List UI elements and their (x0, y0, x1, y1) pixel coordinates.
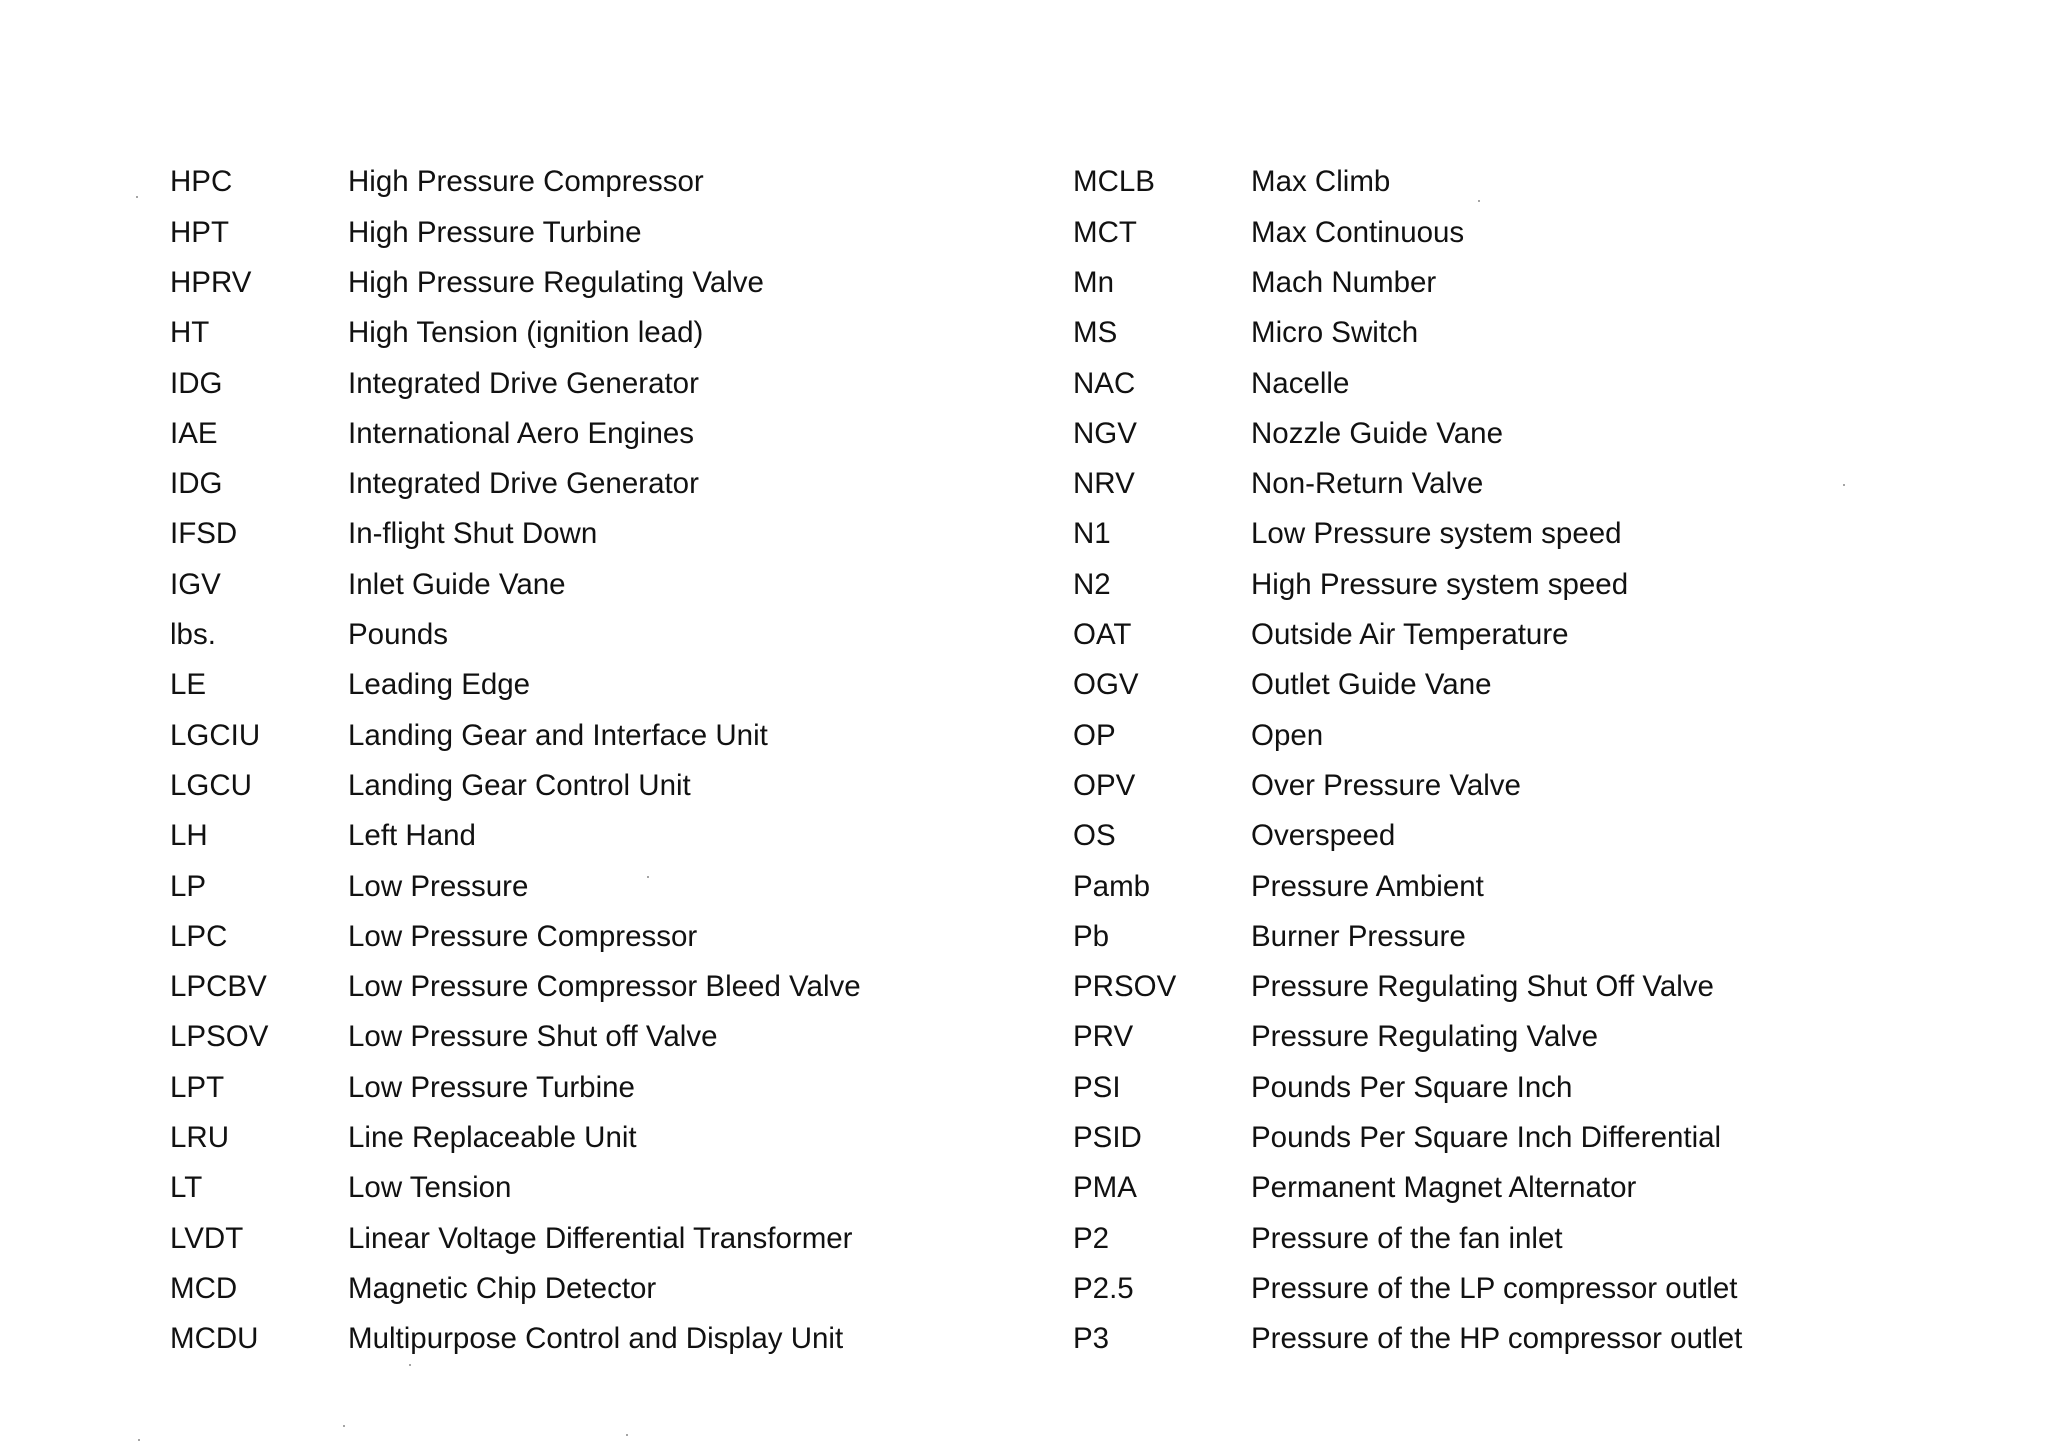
abbreviation-definition: Left Hand (348, 819, 476, 853)
abbreviation-term: PSI (1073, 1070, 1121, 1104)
abbreviation-definition: High Pressure Turbine (348, 215, 642, 249)
abbreviation-term: OGV (1073, 668, 1139, 702)
abbreviation-term: P3 (1073, 1322, 1110, 1356)
abbreviation-definition: Pressure of the LP compressor outlet (1251, 1271, 1738, 1305)
abbreviation-row (1073, 962, 1742, 1012)
abbreviation-term: LPC (170, 919, 228, 953)
abbreviation-term: IDG (170, 366, 223, 400)
abbreviation-row (1073, 157, 1742, 207)
abbreviation-row (170, 1213, 861, 1263)
abbreviation-definition: Pounds Per Square Inch Differential (1251, 1121, 1722, 1155)
abbreviation-row (1073, 811, 1742, 861)
abbreviation-definition: Low Pressure Compressor (348, 919, 698, 953)
abbreviation-row (170, 962, 861, 1012)
abbreviation-row (1073, 1163, 1742, 1213)
abbreviation-definition: Over Pressure Valve (1251, 768, 1521, 802)
abbreviation-row (1073, 660, 1742, 710)
abbreviation-row (170, 1163, 861, 1213)
scan-speck (1478, 200, 1480, 202)
scan-speck (136, 196, 138, 198)
abbreviation-row (1073, 1314, 1742, 1364)
abbreviation-row (1073, 911, 1742, 961)
abbreviation-term: LE (170, 668, 207, 702)
abbreviation-row (1073, 207, 1742, 257)
abbreviation-definition: Permanent Magnet Alternator (1251, 1171, 1637, 1205)
abbreviation-definition: Micro Switch (1251, 316, 1419, 350)
abbreviation-term: NGV (1073, 416, 1137, 450)
abbreviation-definition: Landing Gear Control Unit (348, 768, 691, 802)
abbreviation-term: LGCIU (170, 718, 261, 752)
abbreviation-row (1073, 1113, 1742, 1163)
abbreviation-definition: Low Pressure Turbine (348, 1070, 635, 1104)
abbreviation-term: HPT (170, 215, 229, 249)
abbreviation-definition: High Tension (ignition lead) (348, 316, 704, 350)
abbreviation-term: IDG (170, 467, 223, 501)
abbreviation-definition: Pressure Regulating Valve (1251, 1020, 1599, 1054)
abbreviation-term: P2.5 (1073, 1271, 1134, 1305)
abbreviation-definition: Landing Gear and Interface Unit (348, 718, 768, 752)
abbreviation-term: P2 (1073, 1221, 1110, 1255)
abbreviation-row (170, 660, 861, 710)
abbreviation-row (170, 459, 861, 509)
abbreviation-definition: Low Tension (348, 1171, 512, 1205)
abbreviation-term: MCT (1073, 215, 1137, 249)
abbreviation-term: HPC (170, 165, 233, 199)
abbreviation-definition: International Aero Engines (348, 416, 695, 450)
abbreviation-row (1073, 408, 1742, 458)
abbreviation-row (170, 1113, 861, 1163)
abbreviation-row (170, 1012, 861, 1062)
abbreviation-term: OAT (1073, 618, 1132, 652)
abbreviation-term: Pb (1073, 919, 1110, 953)
abbreviation-term: MCDU (170, 1322, 259, 1356)
abbreviation-term: LP (170, 869, 207, 903)
abbreviation-row (1073, 710, 1742, 760)
abbreviation-row (1073, 258, 1742, 308)
abbreviation-definition: Nacelle (1251, 366, 1350, 400)
abbreviation-term: MS (1073, 316, 1118, 350)
abbreviation-definition: Leading Edge (348, 668, 531, 702)
abbreviation-term: OPV (1073, 768, 1136, 802)
abbreviation-definition: Non-Return Valve (1251, 467, 1484, 501)
scan-speck (343, 1425, 345, 1427)
abbreviation-term: NRV (1073, 467, 1135, 501)
abbreviation-row (170, 811, 861, 861)
abbreviation-term: N1 (1073, 517, 1111, 551)
abbreviation-row (170, 408, 861, 458)
abbreviation-definition: Pressure of the fan inlet (1251, 1221, 1563, 1255)
abbreviation-row (170, 157, 861, 207)
abbreviation-term: IGV (170, 567, 221, 601)
abbreviation-row (1073, 861, 1742, 911)
abbreviation-row (170, 258, 861, 308)
abbreviation-row (170, 1314, 861, 1364)
abbreviation-row (1073, 761, 1742, 811)
abbreviation-row (170, 861, 861, 911)
abbreviation-definition: Pounds (348, 618, 449, 652)
abbreviation-term: OS (1073, 819, 1116, 853)
abbreviation-list-right (1073, 157, 1742, 1364)
abbreviation-definition: High Pressure Regulating Valve (348, 265, 764, 299)
abbreviation-row (1073, 358, 1742, 408)
abbreviation-definition: Inlet Guide Vane (348, 567, 566, 601)
abbreviation-term: LRU (170, 1121, 230, 1155)
abbreviation-row (1073, 1012, 1742, 1062)
abbreviation-term: PRSOV (1073, 970, 1177, 1004)
abbreviation-definition: Integrated Drive Generator (348, 366, 699, 400)
abbreviation-term: PSID (1073, 1121, 1142, 1155)
abbreviation-term: PRV (1073, 1020, 1134, 1054)
abbreviation-row (170, 911, 861, 961)
abbreviation-term: Pamb (1073, 869, 1151, 903)
abbreviation-term: LH (170, 819, 208, 853)
abbreviation-term: LPT (170, 1070, 225, 1104)
abbreviation-term: NAC (1073, 366, 1136, 400)
abbreviation-term: HPRV (170, 265, 252, 299)
abbreviation-row (170, 308, 861, 358)
abbreviation-term: MCD (170, 1271, 238, 1305)
scan-speck (138, 1439, 140, 1441)
abbreviation-term: LGCU (170, 768, 252, 802)
abbreviation-definition: Burner Pressure (1251, 919, 1466, 953)
abbreviation-term: MCLB (1073, 165, 1155, 199)
abbreviation-definition: Pressure Regulating Shut Off Valve (1251, 970, 1714, 1004)
abbreviation-term: lbs. (170, 618, 216, 652)
abbreviation-row (170, 1062, 861, 1112)
abbreviation-definition: Overspeed (1251, 819, 1396, 853)
abbreviation-term: N2 (1073, 567, 1111, 601)
abbreviation-row (1073, 1062, 1742, 1112)
abbreviation-row (1073, 509, 1742, 559)
abbreviation-term: LPSOV (170, 1020, 269, 1054)
abbreviation-definition: High Pressure Compressor (348, 165, 704, 199)
abbreviation-term: LPCBV (170, 970, 267, 1004)
abbreviation-term: OP (1073, 718, 1116, 752)
abbreviation-row (170, 761, 861, 811)
abbreviation-definition: Multipurpose Control and Display Unit (348, 1322, 844, 1356)
abbreviation-row (170, 358, 861, 408)
abbreviation-row (170, 207, 861, 257)
abbreviation-definition: Low Pressure (348, 869, 529, 903)
abbreviation-definition: Linear Voltage Differential Transformer (348, 1221, 853, 1255)
abbreviation-definition: Line Replaceable Unit (348, 1121, 637, 1155)
abbreviation-row (170, 509, 861, 559)
scan-speck (626, 1434, 628, 1436)
abbreviation-row (1073, 1213, 1742, 1263)
abbreviation-row (170, 610, 861, 660)
abbreviation-definition: Max Continuous (1251, 215, 1465, 249)
abbreviation-definition: Low Pressure Compressor Bleed Valve (348, 970, 861, 1004)
abbreviation-definition: Pressure of the HP compressor outlet (1251, 1322, 1743, 1356)
abbreviation-definition: Integrated Drive Generator (348, 467, 699, 501)
abbreviation-definition: Magnetic Chip Detector (348, 1271, 657, 1305)
abbreviation-term: LVDT (170, 1221, 244, 1255)
abbreviation-row (170, 559, 861, 609)
abbreviation-row (1073, 559, 1742, 609)
scan-speck (1843, 484, 1845, 486)
abbreviation-row (170, 710, 861, 760)
abbreviation-definition: Pounds Per Square Inch (1251, 1070, 1573, 1104)
abbreviation-list-left (170, 157, 861, 1364)
abbreviation-definition: Nozzle Guide Vane (1251, 416, 1503, 450)
abbreviation-term: PMA (1073, 1171, 1137, 1205)
abbreviation-row (170, 1264, 861, 1314)
abbreviation-definition: High Pressure system speed (1251, 567, 1629, 601)
abbreviation-definition: In-flight Shut Down (348, 517, 598, 551)
abbreviation-definition: Low Pressure system speed (1251, 517, 1622, 551)
abbreviation-definition: Low Pressure Shut off Valve (348, 1020, 718, 1054)
abbreviation-term: HT (170, 316, 210, 350)
abbreviation-row (1073, 610, 1742, 660)
abbreviation-definition: Outlet Guide Vane (1251, 668, 1492, 702)
abbreviation-definition: Max Climb (1251, 165, 1391, 199)
abbreviation-definition: Outside Air Temperature (1251, 618, 1569, 652)
abbreviation-term: IAE (170, 416, 218, 450)
abbreviation-term: IFSD (170, 517, 238, 551)
abbreviation-definition: Pressure Ambient (1251, 869, 1484, 903)
abbreviation-definition: Mach Number (1251, 265, 1437, 299)
abbreviation-row (1073, 1264, 1742, 1314)
abbreviation-term: LT (170, 1171, 203, 1205)
abbreviation-row (1073, 308, 1742, 358)
abbreviation-definition: Open (1251, 718, 1324, 752)
scan-speck (409, 1364, 411, 1366)
abbreviation-term: Mn (1073, 265, 1114, 299)
scan-speck (647, 876, 649, 878)
abbreviation-row (1073, 459, 1742, 509)
